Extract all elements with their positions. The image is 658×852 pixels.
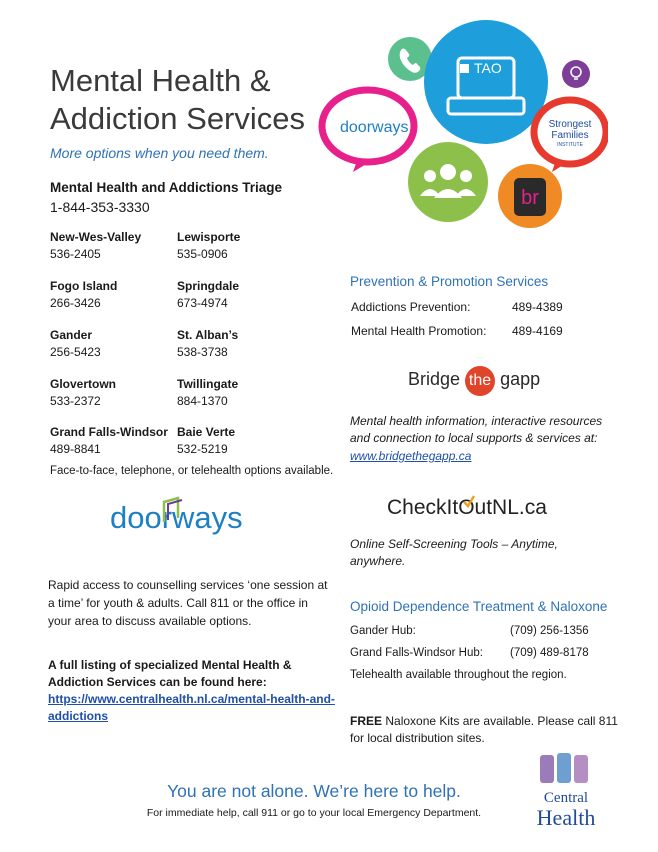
opioid-row-phone: (709) 489-8178: [510, 647, 589, 659]
location-phone: 538-3738: [177, 345, 228, 359]
triage-heading: Mental Health and Addictions Triage: [50, 180, 283, 195]
location-phone: 489-8841: [50, 442, 101, 456]
group-people-icon: [408, 142, 488, 222]
location-name: St. Alban’s: [177, 328, 239, 342]
location-phone: 256-5423: [50, 345, 101, 359]
opioid-row-label: Grand Falls-Windsor Hub:: [350, 647, 483, 659]
strongest-line-1: Strongest: [548, 119, 592, 130]
footer-emergency: For immediate help, call 911 or go to your local Emergency Department.: [146, 807, 482, 819]
location-twillingate: [177, 376, 238, 410]
page-title: [50, 62, 305, 138]
doorways-description: Rapid access to counselling services ‘one session at a time’ for youth & adults. Call 811 or the office in your area to discuss available options.: [48, 578, 328, 628]
doorways-bubble-label: doorways: [340, 119, 409, 136]
opioid-heading: Opioid Dependence Treatment & Naloxone: [350, 599, 608, 614]
tagline: More options when you need them.: [50, 145, 269, 161]
location-phone: 266-3426: [50, 296, 101, 310]
footer-tagline: You are not alone. We’re here to help.: [167, 781, 461, 801]
tao-label: TAO: [474, 60, 502, 76]
location-grand-falls-windsor: [50, 424, 168, 458]
location-name: Twillingate: [177, 377, 239, 391]
bridge-logo-right: gapp: [500, 369, 541, 389]
strongest-line-3: INSTITUTE: [557, 142, 583, 148]
doorways-door-icon: [160, 496, 186, 524]
location-gander: [50, 327, 101, 361]
naloxone-note: [350, 713, 625, 747]
checkmark-icon: [462, 494, 476, 508]
triage-phone: 1-844-353-3330: [50, 199, 150, 215]
location-fogo-island: [50, 278, 117, 312]
location-phone: 532-5219: [177, 442, 228, 456]
location-st-albans: [177, 327, 238, 361]
checkit-logo-part2: OutNL.ca: [458, 496, 547, 519]
central-health-logo-icon: [538, 751, 590, 787]
location-name: Baie Verte: [177, 425, 236, 439]
location-phone: 673-4974: [177, 296, 228, 310]
opioid-row-label: Gander Hub:: [350, 625, 416, 637]
location-phone: 884-1370: [177, 394, 228, 408]
naloxone-free: FREE: [350, 714, 383, 728]
bridge-description: Mental health information, interactive resources and connection to local supports & services at:: [350, 414, 603, 445]
location-name: Springdale: [177, 279, 240, 293]
central-health-line-2: Health: [536, 805, 596, 830]
strongest-line-2: Families: [551, 130, 589, 141]
br-label: br: [521, 187, 539, 209]
prevention-row-phone: 489-4169: [512, 324, 563, 338]
location-lewisporte: [177, 229, 240, 263]
listing-block: [48, 657, 338, 725]
location-phone: 535-0906: [177, 247, 228, 261]
prevention-heading: Prevention & Promotion Services: [350, 274, 549, 289]
listing-link[interactable]: https://www.centralhealth.nl.ca/mental-health-and-addictions: [48, 692, 335, 723]
location-name: Gander: [50, 328, 93, 342]
title-line-2: Addiction Services: [50, 101, 306, 136]
listing-text: A full listing of specialized Mental Health & Addiction Services can be found here:: [48, 658, 292, 689]
title-line-1: Mental Health &: [50, 63, 271, 98]
checkit-logo-part1: CheckIt: [387, 496, 459, 519]
location-name: Lewisporte: [177, 230, 241, 244]
opioid-row-phone: (709) 256-1356: [510, 625, 589, 637]
checkit-description: Online Self-Screening Tools – Anytime, anywhere.: [350, 537, 558, 568]
location-phone: 536-2405: [50, 247, 101, 261]
doorways-logo-text: doorways: [110, 500, 243, 535]
location-name: Glovertown: [50, 377, 117, 391]
options-note: Face-to-face, telephone, or telehealth options available.: [50, 465, 334, 477]
location-baie-verte: [177, 424, 235, 458]
services-icon-cluster: [318, 12, 608, 232]
bridge-logo-left: Bridge: [408, 369, 461, 389]
bridge-link[interactable]: www.bridgethegapp.ca: [350, 449, 472, 463]
prevention-row-label: Mental Health Promotion:: [351, 324, 487, 338]
location-new-wes-valley: [50, 229, 141, 263]
location-name: Fogo Island: [50, 279, 118, 293]
prevention-row-label: Addictions Prevention:: [351, 300, 471, 314]
prevention-row-phone: 489-4389: [512, 300, 563, 314]
telehealth-note: Telehealth available throughout the region.: [350, 669, 567, 681]
bridge-logo-mid: the: [465, 366, 495, 396]
location-glovertown: [50, 376, 116, 410]
naloxone-rest: Naloxone Kits are available. Please call 811 for local distribution sites.: [350, 714, 618, 745]
location-springdale: [177, 278, 239, 312]
central-health-logo: [524, 790, 608, 829]
central-health-line-1: Central: [543, 790, 589, 806]
lightbulb-icon: [562, 60, 590, 88]
location-name: New-Wes-Valley: [50, 230, 142, 244]
location-phone: 533-2372: [50, 394, 101, 408]
tao-laptop-bubble-icon: [424, 20, 548, 144]
bridge-the-gapp-logo: [408, 366, 540, 396]
location-name: Grand Falls-Windsor: [50, 425, 168, 439]
